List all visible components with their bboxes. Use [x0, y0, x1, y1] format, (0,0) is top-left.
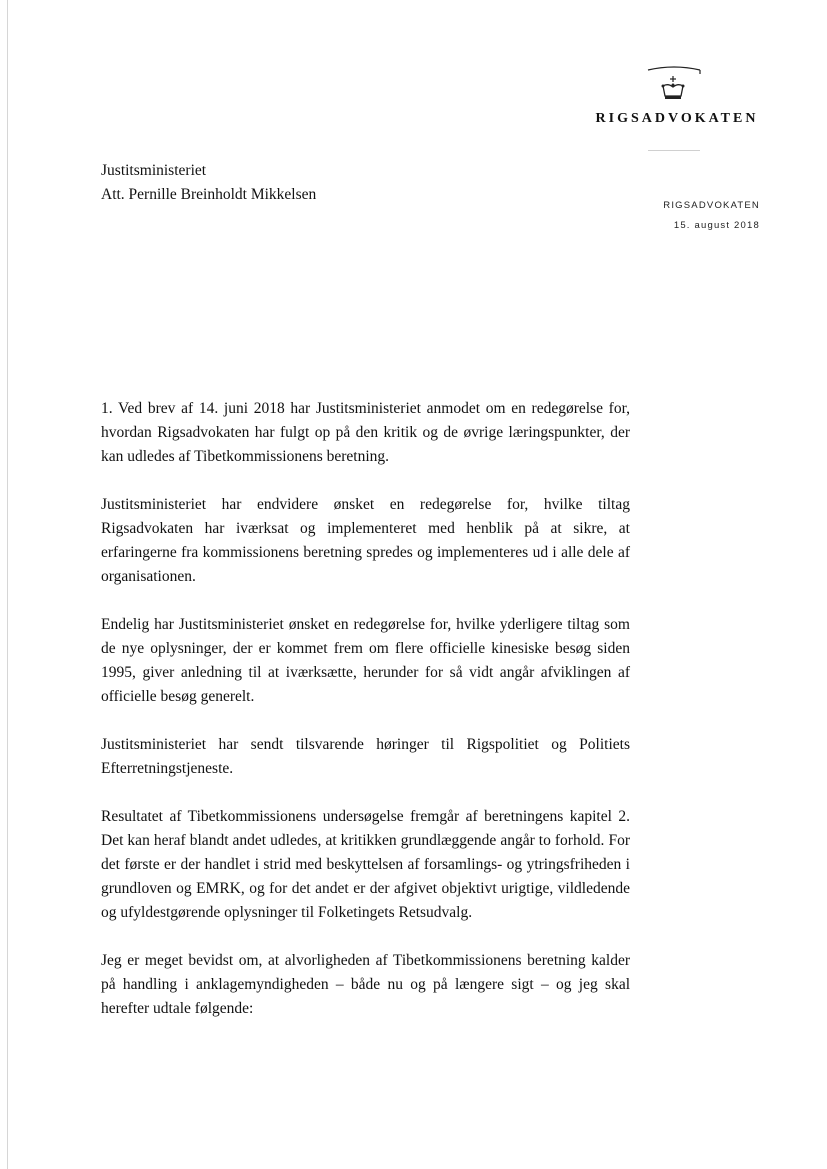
recipient-address [101, 159, 316, 207]
paragraph-5: Resultatet af Tibetkommissionens undersøgelse fremgår af beretningens kapitel 2. Det kan heraf blandt andet udledes, at kritikken grundlæggende angår to forhold. For det første er der handlet i strid med beskyttelsen af forsamlings- og ytringsfriheden i grundloven og EMRK, og for det andet er der afgivet objektivt urigtige, vildledende og ufyldestgørende oplysninger til Folketingets Retsudvalg. [101, 808, 630, 921]
paragraph-3: Endelig har Justitsministeriet ønsket en redegørelse for, hvilke yderligere tiltag som de nye oplysninger, der er kommet frem om flere officielle kinesiske besøg siden 1995, giver anledning til at iværksætte, herunder for så vidt angår afviklingen af officielle besøg generelt. [101, 616, 630, 705]
paragraph-number: 1. [101, 400, 113, 417]
paragraph-4: Justitsministeriet har sendt tilsvarende høringer til Rigspolitiet og Politiets Efterretningstjeneste. [101, 736, 630, 777]
meta-sender: RIGSADVOKATEN [663, 200, 760, 211]
paragraph-2: Justitsministeriet har endvidere ønsket en redegørelse for, hvilke tiltag Rigsadvokaten har iværksat og implementeret med henblik på at sikre, at erfaringerne fra kommissionens beretning spredes og implementeres ud i alle dele af organisationen. [101, 496, 630, 585]
paragraph-6: Jeg er meget bevidst om, at alvorligheden af Tibetkommissionens beretning kalder på handling i anklagemyndigheden – både nu og på længere sigt – og jeg skal herefter udtale følgende: [101, 952, 630, 1017]
meta-date: 15. august 2018 [673, 220, 760, 231]
letter-body [101, 397, 630, 1045]
letterhead-divider [648, 150, 700, 151]
organization-name: RIGSADVOKATEN [595, 111, 759, 126]
royal-crown-icon [646, 64, 702, 104]
letter-meta [663, 196, 760, 236]
recipient-line-1: Justitsministeriet [101, 162, 207, 179]
paragraph-1-text: Ved brev af 14. juni 2018 har Justitsministeriet anmodet om en redegørelse for, hvordan Rigsadvokaten har fulgt op på den kritik og de øvrige læringspunkter, der kan udledes af Tibetkommissionens beretning. [101, 400, 630, 465]
paragraph-1 [101, 397, 630, 469]
page-edge-line [7, 0, 8, 1169]
recipient-line-2: Att. Pernille Breinholdt Mikkelsen [101, 186, 317, 203]
